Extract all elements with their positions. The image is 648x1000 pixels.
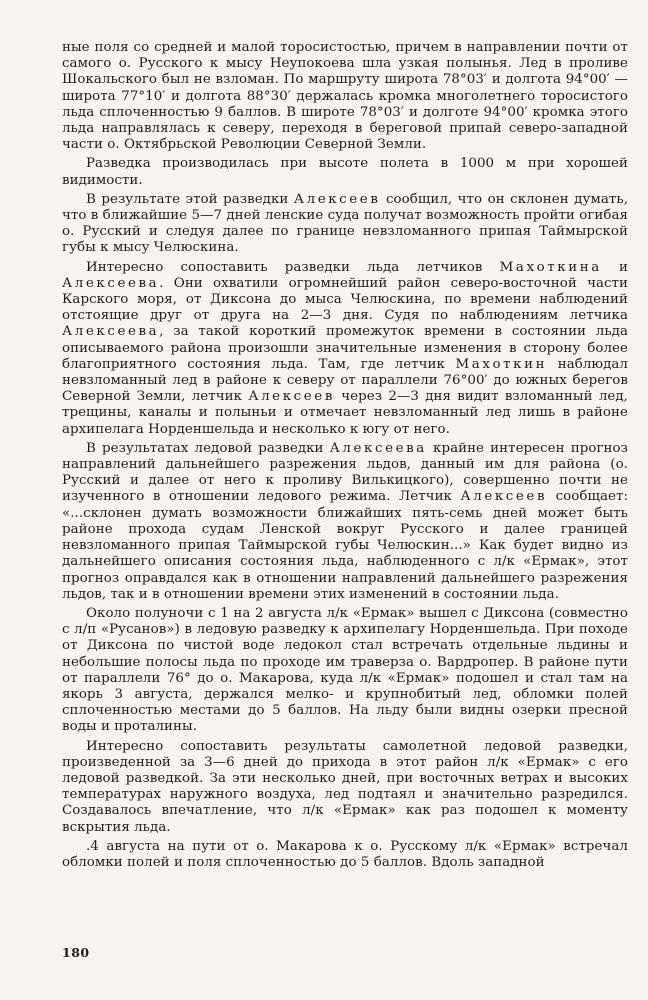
- spaced-name: Алексеева: [62, 275, 160, 291]
- text-segment: через 2—3 дня видит взломанный лед, трещины, каналы и полыньи и отмечает невзломанный лед лишь в районе архипелага Норденшельда и несколько к югу от него.: [62, 389, 628, 437]
- text-segment: Интересно сопоставить разведки льда летчиков: [86, 259, 500, 275]
- paragraph: [62, 156, 628, 188]
- paragraph: [62, 606, 628, 736]
- text-segment: ные поля со средней и малой торосистостью, причем в направлении почти от самого о. Русского к мысу Неупокоева шла узкая полынья. Лед в проливе Шокальского был не взломан. По маршруту широта 78°03′ и долгота 94°00′ — широта 77°10′ и долгота 88°30′ держалась кромка многолетнего торосистого льда сплоченностью 9 баллов. В широте 78°03′ и долготе 94°00′ кромка этого льда направлялась к северу, переходя в береговой припай северо-западной части о. Октябрьской Революции Северной Земли.: [62, 40, 628, 153]
- text-segment: наблюдал невзломанный лед в районе к северу от параллели 76°00′ до южных берегов Северной Земли, летчик: [62, 356, 628, 405]
- text-segment: В результатах ледовой разведки: [86, 440, 330, 456]
- text-segment: Около полуночи с 1 на 2 августа л/к «Ермак» вышел с Диксона (совместно с л/п «Русанов») в ледовую разведку к архипелагу Норденшельда. При походе от Диксона по чистой воде ледокол стал встречать отдельные льдины и небольшие полосы льда по проходе им траверза о. Вардропер. В районе пути от параллели 76° до о. Макарова, куда л/к «Ермак» подошел и стал там на якорь 3 августа, держался мелко- и крупнобитый лед, обломки полей сплоченностью местами до 5 баллов. На льду были видны озерки пресной воды и проталины.: [62, 605, 628, 735]
- spaced-name: Алексеев: [293, 191, 381, 207]
- text-segment: крайне интересен прогноз направлений дальнейшего разрежения льдов, данный им для района (о. Русский и далее от него к проливу Вилькицкого), совершенно почти не изученного в отношении ледового режима. Летчик: [62, 440, 628, 505]
- text-segment: сообщает: «...склонен думать возможности ближайших пять-семь дней может быть районе прохода судам Ленской вокруг Русского и далее границей невзломанного припая Таймырской губы Челюскин...» Как будет видно из дальнейшего описания состояния льда, наблюденного с л/к «Ермак», этот прогноз оправдался как в отношении направлений дальнейшего разрежения льдов, так и в отношении времени этих изменений в состоянии льда.: [62, 489, 629, 602]
- paragraph: [62, 839, 628, 871]
- text-segment: В результате этой разведки: [86, 191, 294, 207]
- text-segment: Интересно сопоставить результаты самолетной ледовой разведки, произведенной за 3—6 дней до прихода в этот район л/к «Ермак» с его ледовой разведкой. За эти несколько дней, при восточных ветрах и высоких температурах наружного воздуха, лед подтаял и значительно разредился. Создавалось впечатление, что л/к «Ермак» как раз подошел к моменту вскрытия льда.: [62, 738, 628, 835]
- text-segment: и: [601, 259, 628, 275]
- spaced-name: Алексеева: [62, 324, 160, 340]
- paragraph: [62, 739, 628, 836]
- text-segment: . Они охватили огромнейший район северо-восточной части Карского моря, от Диксона до мыса Челюскина, по времени наблюдений отстоящие друг от друга на 2—3 дня. Судя по наблюдениям летчика: [62, 275, 628, 324]
- spaced-name: Алексеев: [460, 489, 548, 505]
- spaced-name: Алексеева: [329, 440, 427, 456]
- text-segment: Разведка производилась при высоте полета в 1000 м при хорошей видимости.: [62, 156, 628, 188]
- paragraph: [62, 260, 628, 438]
- paragraph: [62, 40, 628, 153]
- text-segment: .4 августа на пути от о. Макарова к о. Русскому л/к «Ермак» встречал обломки полей и поля сплоченностью до 5 баллов. Вдоль западной: [62, 838, 628, 870]
- paragraph: [62, 441, 628, 603]
- paragraph: [62, 192, 628, 257]
- spaced-name: Махоткина: [499, 259, 602, 275]
- text-segment: , за такой короткий промежуток времени в состоянии льда описываемого района произошли значительные изменения в сторону более благоприятного состояния льда. Там, где летчик: [62, 324, 628, 372]
- body-text: [62, 40, 628, 874]
- page-number: 180: [62, 945, 90, 960]
- text-segment: сообщил, что он склонен думать, что в ближайшие 5—7 дней ленские суда получат возможность пройти огибая о. Русский и следуя далее по границе невзломанного припая Таймырской губы к мысу Челюскина.: [62, 191, 629, 256]
- spaced-name: Алексеев: [248, 389, 335, 405]
- spaced-name: Махоткин: [455, 356, 548, 372]
